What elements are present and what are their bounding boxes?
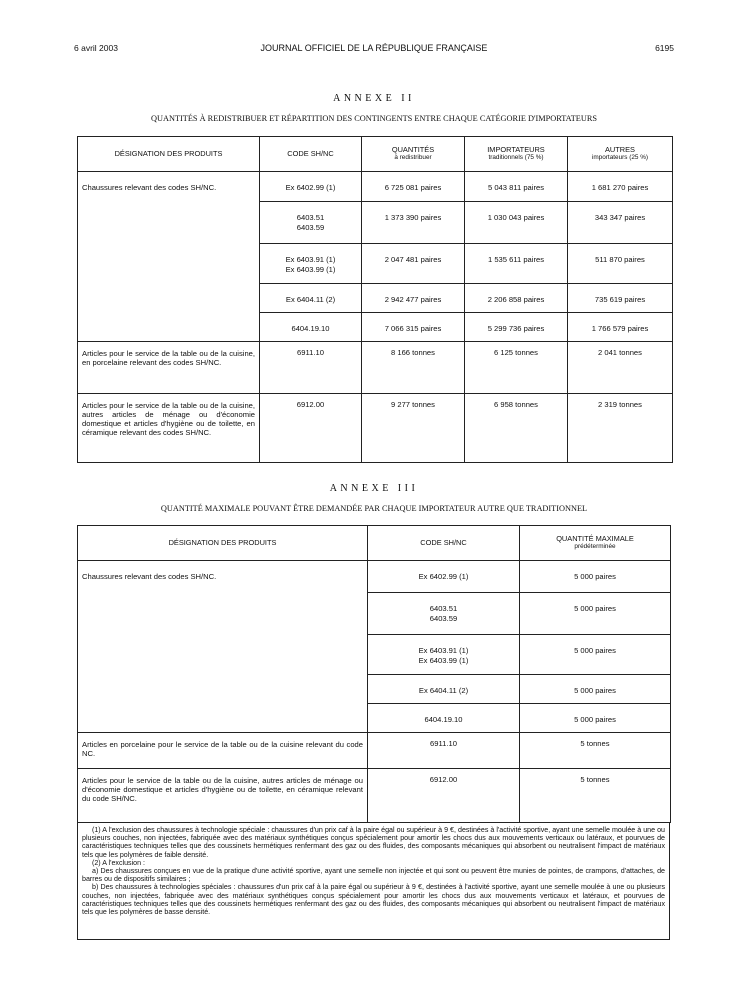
col-code: CODE SH/NC (368, 526, 520, 561)
ceramic-description: Articles pour le service de la table ou de la cuisine, autres articles de ménage ou d'économie domestique et articles d'hygiène ou de toilette, en céramique relevant du code SH/NC. (78, 769, 368, 823)
quantity-cell: 6 725 081 paires (362, 172, 465, 202)
max-quantity-cell: 5 000 paires (520, 675, 671, 704)
footnote-2a: a) Des chaussures conçues en vue de la pratique d'une activité sportive, ayant une semelle non injectée et qui sont ou peuvent être munies de pointes, de crampons, d'attaches, de barres ou de dispositifs similaires ; (82, 867, 665, 884)
traditional-cell: 1 535 611 paires (465, 244, 568, 284)
col-designation: DÉSIGNATION DES PRODUITS (78, 137, 260, 172)
col-traditional: IMPORTATEURS traditionnels (75 %) (465, 137, 568, 172)
others-cell: 343 347 paires (568, 202, 673, 244)
traditional-cell: 6 958 tonnes (465, 394, 568, 463)
table-row (78, 342, 673, 394)
code-cell: 6404.19.10 (368, 704, 520, 733)
traditional-cell: 1 030 043 paires (465, 202, 568, 244)
code-cell: Ex 6402.99 (1) (260, 172, 362, 202)
table-row (78, 172, 673, 202)
annex3-subtitle: QUANTITÉ MAXIMALE POUVANT ÊTRE DEMANDÉE PAR CHAQUE IMPORTATEUR AUTRE QUE TRADITIONNEL (160, 504, 588, 513)
traditional-cell: 6 125 tonnes (465, 342, 568, 394)
shoes-description: Chaussures relevant des codes SH/NC. (78, 561, 368, 733)
ceramic-description: Articles pour le service de la table ou de la cuisine, autres articles de ménage ou d'économie domestique et articles d'hygiène ou de toilette, en céramique relevant des codes SH/NC. (78, 394, 260, 463)
col-code: CODE SH/NC (260, 137, 362, 172)
code-cell: 6912.00 (368, 769, 520, 823)
footnote-2: (2) A l'exclusion : (92, 858, 146, 867)
code-cell: Ex 6404.11 (2) (260, 284, 362, 313)
table-row (78, 394, 673, 463)
code-cell: Ex 6403.91 (1) Ex 6403.99 (1) (260, 244, 362, 284)
max-quantity-cell: 5 000 paires (520, 593, 671, 635)
annex3-table (77, 525, 671, 823)
shoes-description: Chaussures relevant des codes SH/NC. (78, 172, 260, 342)
footnote-2b: b) Des chaussures à technologies spéciales : chaussures d'un prix caf à la paire égal ou supérieur à 9 €, destinées à l'activité sportive, ayant une semelle moulée à une ou plusieurs couches, non injectées, fabriquée avec des matériaux synthétiques conçus spécialement pour amortir les chocs dus aux mouvements verticaux et latéraux, et pourvues de caractéristiques techniques telles que des coussinets hermétiques renfermant des gaz ou des fluides, des composants mécaniques qui absorbent ou neutralisent l'impact de matériaux tels que les polymères de basse densité. (82, 883, 665, 917)
code-cell: 6404.19.10 (260, 313, 362, 342)
code-cell: Ex 6402.99 (1) (368, 561, 520, 593)
traditional-cell: 5 043 811 paires (465, 172, 568, 202)
header-date: 6 avril 2003 (74, 43, 118, 53)
quantity-cell: 2 942 477 paires (362, 284, 465, 313)
footnote-1: (1) A l'exclusion des chaussures à technologie spéciale : chaussures d'un prix caf à la paire égal ou supérieur à 9 €, destinées à l'activité sportive, ayant une semelle moulée à une ou plusieurs couches, non injectées, fabriquée avec des matériaux synthétiques conçus spécialement pour amortir les chocs dus aux mouvements verticaux ou latéraux, et pourvues de caractéristiques techniques telles que des coussinets hermétiques renfermant des gaz ou des fluides, des composants mécaniques qui absorbent ou neutralisent l'impact de matériaux tels que les polymères de faible densité. (82, 826, 665, 859)
col-max-quantity: QUANTITÉ MAXIMALE prédéterminée (520, 526, 671, 561)
quantity-cell: 2 047 481 paires (362, 244, 465, 284)
code-cell: Ex 6404.11 (2) (368, 675, 520, 704)
quantity-cell: 9 277 tonnes (362, 394, 465, 463)
annex3-title: ANNEXE III (329, 483, 419, 494)
traditional-cell: 2 206 858 paires (465, 284, 568, 313)
code-cell: 6403.51 6403.59 (368, 593, 520, 635)
porcelain-description: Articles pour le service de la table ou de la cuisine, en porcelaine relevant des codes SH/NC. (78, 342, 260, 394)
others-cell: 1 681 270 paires (568, 172, 673, 202)
quantity-cell: 1 373 390 paires (362, 202, 465, 244)
code-cell: 6912.00 (260, 394, 362, 463)
code-cell: 6403.51 6403.59 (260, 202, 362, 244)
others-cell: 2 319 tonnes (568, 394, 673, 463)
page-header (74, 43, 674, 57)
annex2-subtitle: QUANTITÉS À REDISTRIBUER ET RÉPARTITION DES CONTINGENTS ENTRE CHAQUE CATÉGORIE D'IMPORTATEURS (150, 114, 598, 123)
code-cell: Ex 6403.91 (1) Ex 6403.99 (1) (368, 635, 520, 675)
header-journal: JOURNAL OFFICIEL DE LA RÉPUBLIQUE FRANÇAISE (260, 43, 488, 53)
table-row (78, 733, 671, 769)
max-quantity-cell: 5 tonnes (520, 769, 671, 823)
col-others: AUTRES importateurs (25 %) (568, 137, 673, 172)
table-row (78, 769, 671, 823)
footnotes (77, 822, 670, 940)
others-cell: 735 619 paires (568, 284, 673, 313)
quantity-cell: 7 066 315 paires (362, 313, 465, 342)
max-quantity-cell: 5 000 paires (520, 561, 671, 593)
max-quantity-cell: 5 000 paires (520, 704, 671, 733)
quantity-cell: 8 166 tonnes (362, 342, 465, 394)
porcelain-description: Articles en porcelaine pour le service de la table ou de la cuisine relevant du code NC. (78, 733, 368, 769)
header-page-number: 6195 (655, 43, 674, 53)
annex2-table (77, 136, 673, 463)
table-row (78, 561, 671, 593)
others-cell: 511 870 paires (568, 244, 673, 284)
traditional-cell: 5 299 736 paires (465, 313, 568, 342)
others-cell: 2 041 tonnes (568, 342, 673, 394)
annex2-title: ANNEXE II (333, 93, 415, 104)
others-cell: 1 766 579 paires (568, 313, 673, 342)
col-designation: DÉSIGNATION DES PRODUITS (78, 526, 368, 561)
max-quantity-cell: 5 000 paires (520, 635, 671, 675)
annex2-header-row (78, 137, 673, 172)
code-cell: 6911.10 (368, 733, 520, 769)
max-quantity-cell: 5 tonnes (520, 733, 671, 769)
code-cell: 6911.10 (260, 342, 362, 394)
annex3-header-row (78, 526, 671, 561)
col-quantities: QUANTITÉS à redistribuer (362, 137, 465, 172)
